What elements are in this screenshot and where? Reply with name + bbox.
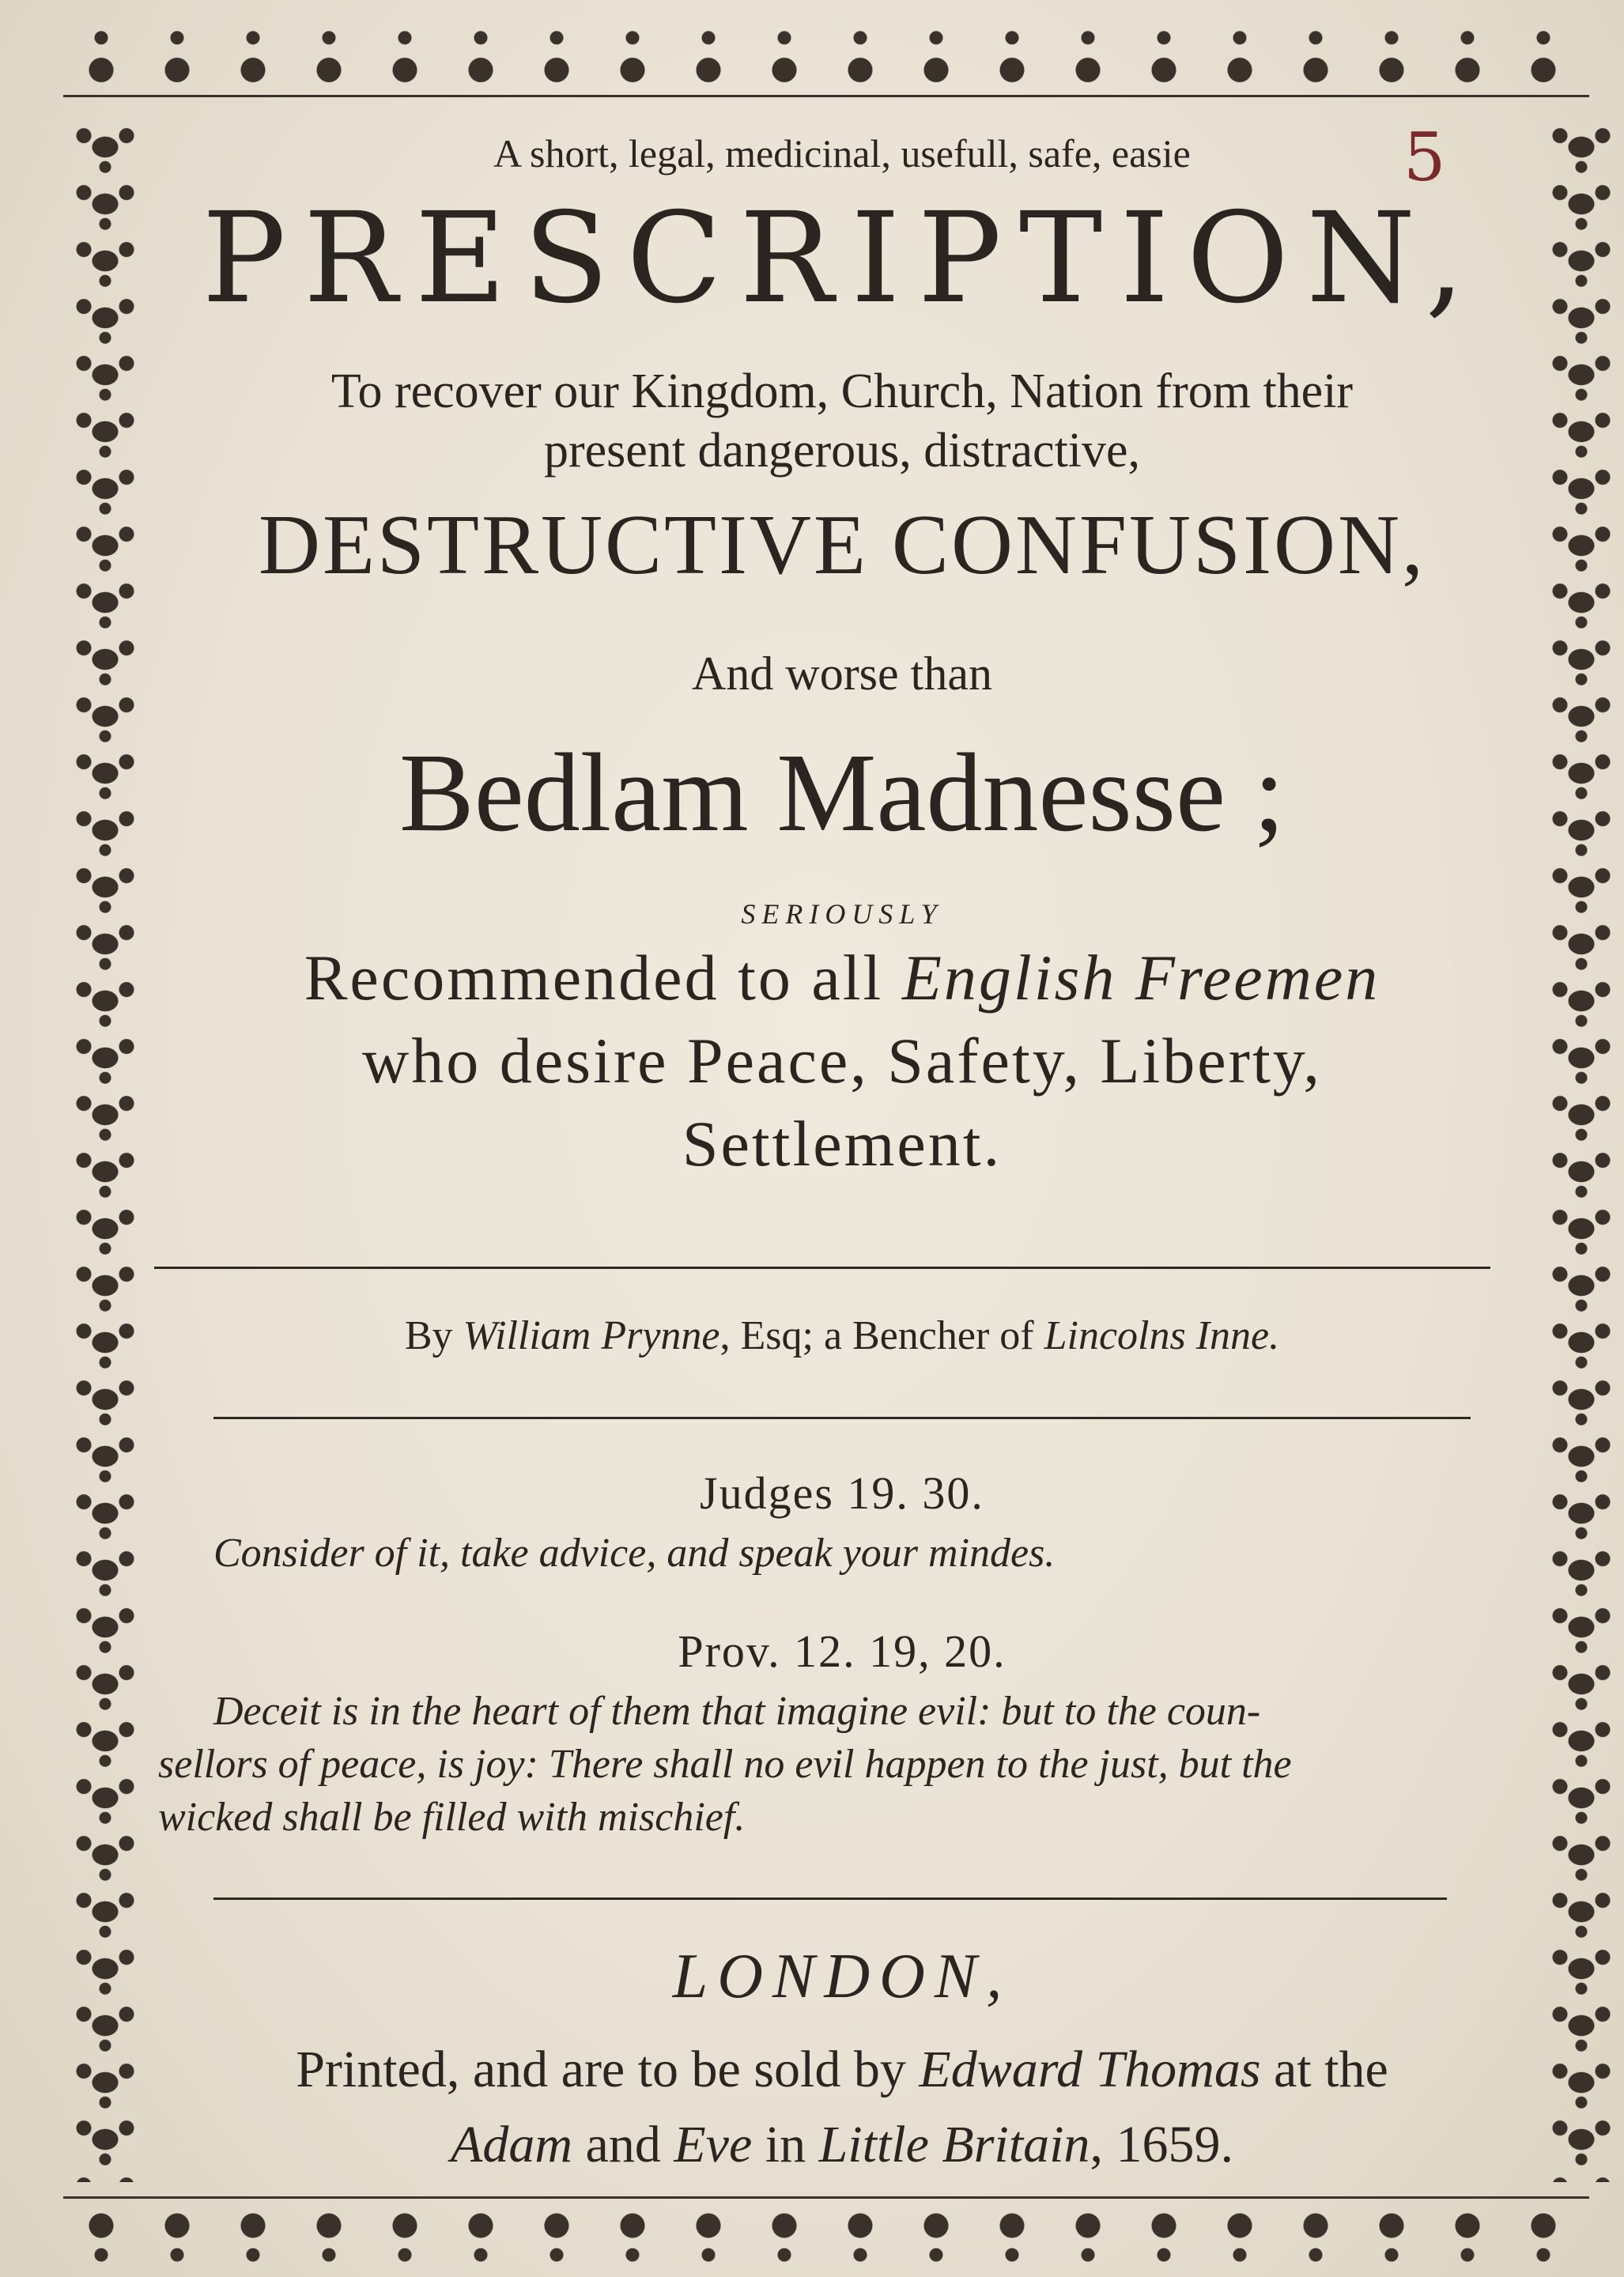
divider-rule — [213, 1417, 1471, 1419]
subtitle-line-2: present dangerous, distractive, — [543, 424, 1141, 478]
destructive-confusion-title: DESTRUCTIVE CONFUSION, — [258, 498, 1426, 592]
imprint-text: at the — [1260, 2041, 1388, 2098]
imprint-text: in — [752, 2116, 819, 2173]
author-name: William Prynne — [463, 1313, 720, 1358]
imprint-year: , 1659. — [1090, 2116, 1233, 2173]
quote-proverbs-line-3: wicked shall be filled with mischief. — [158, 1795, 746, 1840]
imprint-location: Little Britain — [818, 2116, 1090, 2173]
imprint-text: and — [572, 2116, 674, 2173]
imprint-line-1 — [150, 2040, 1534, 2100]
ornament-border-right-icon — [1546, 119, 1617, 2182]
ornament-border-left-icon — [70, 119, 141, 2182]
divider-rule — [154, 1267, 1490, 1269]
main-title: PRESCRIPTION, — [202, 186, 1482, 331]
author-by: By — [404, 1313, 463, 1358]
bedlam-title: Bedlam Madnesse ; — [399, 730, 1285, 855]
reference-judges: Judges 19. 30. — [700, 1467, 984, 1519]
london-line: LONDON, — [672, 1942, 1012, 2011]
imprint-line-2 — [150, 2115, 1534, 2175]
imprint-text: Printed, and are to be sold by — [296, 2041, 920, 2098]
divider-rule — [213, 1898, 1447, 1900]
seriously-line: SERIOUSLY — [741, 898, 943, 930]
page-number: 5 — [1403, 119, 1446, 196]
imprint-sign-adam: Adam — [451, 2116, 573, 2173]
settlement-line: Settlement. — [682, 1108, 1003, 1180]
quote-proverbs-line-1: Deceit is in the heart of them that imagine evil: but to the coun- — [213, 1689, 1261, 1734]
who-desire-line: who desire Peace, Safety, Liberty, — [362, 1025, 1322, 1097]
imprint-printer: Edward Thomas — [919, 2041, 1261, 2098]
imprint-sign-eve: Eve — [674, 2116, 753, 2173]
recommended-text: Recommended to all — [304, 942, 902, 1014]
header-line: A short, legal, medicinal, usefull, safe, easie — [493, 131, 1191, 176]
quote-proverbs-line-2: sellors of peace, is joy: There shall no evil happen to the just, but the — [158, 1742, 1292, 1787]
reference-proverbs: Prov. 12. 19, 20. — [678, 1626, 1007, 1677]
author-line — [150, 1312, 1534, 1359]
ornament-border-top-icon — [63, 22, 1589, 109]
ornament-border-bottom-icon — [63, 2190, 1589, 2269]
quote-judges: Consider of it, take advice, and speak your mindes. — [213, 1531, 1056, 1576]
author-inn: Lincolns Inne. — [1044, 1313, 1280, 1358]
english-freemen-text: English Freemen — [901, 942, 1380, 1014]
subtitle-line-1: To recover our Kingdom, Church, Nation from their — [330, 364, 1354, 418]
author-title: , Esq; a Bencher of — [719, 1313, 1044, 1358]
and-worse-line: And worse than — [692, 648, 992, 700]
title-block — [150, 119, 1534, 2174]
recommended-line — [150, 941, 1534, 1015]
